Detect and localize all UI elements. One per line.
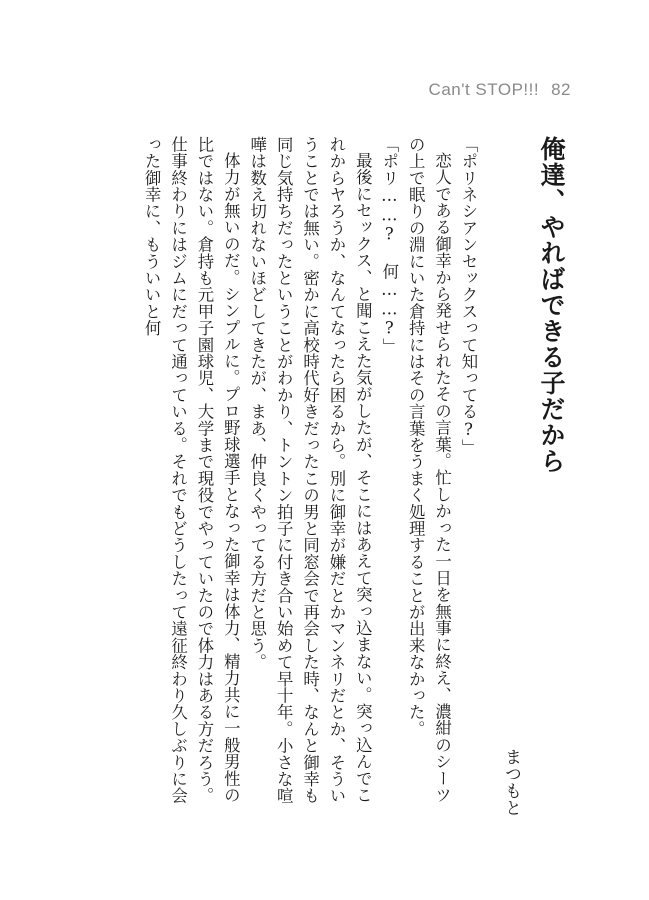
book-title: Can't STOP!!!	[428, 80, 540, 99]
paragraph-5: 体力が無いのだ。シンプルに。プロ野球選手となった御幸は体力、精力共に一般男性の比ではない。倉持も元甲子園球児、大学まで現役でやっていたので体力はある方だろう。仕事終わりにはジムにだって通っている。それでもどうしたって遠征終わり久しぶりに会った御幸に、もういいと何	[142, 136, 241, 804]
story-title: 俺達、やればできる子だから	[537, 136, 566, 474]
page-number: 82	[551, 80, 571, 99]
column-gap	[481, 136, 491, 816]
paragraph-4: 最後にセックス、と聞こえた気がしたが、そこにはあえて突っ込まない。突っ込んでこれからヤろうか、なんてなったら困るから。別に御幸が嫌だとかマンネリだとか、そういうことでは無い。密かに高校時代好きだったこの男と同窓会で再会した時、なんと御幸も同じ気持ちだったということがわかり、トントン拍子に付き合い始めて早十年。小さな喧嘩は数え切れないほどしてきたが、まあ、仲良くやってる方だと思う。	[247, 136, 373, 804]
paragraph-2: 恋人である御幸から発せられたその言葉。忙しかった一日を無事に終え、濃紺のシーツの上で眠りの淵にいた倉持にはその言葉をうまく処理することが出来なかった。	[406, 136, 452, 804]
running-head	[429, 80, 571, 100]
vertical-text-block	[71, 136, 571, 816]
paragraph-1: 「ポリネシアンセックスって知ってる?」	[459, 136, 478, 456]
story-author: まつもと	[501, 748, 521, 816]
paragraph-3: 「ポリ……? 何……?」	[379, 136, 399, 355]
